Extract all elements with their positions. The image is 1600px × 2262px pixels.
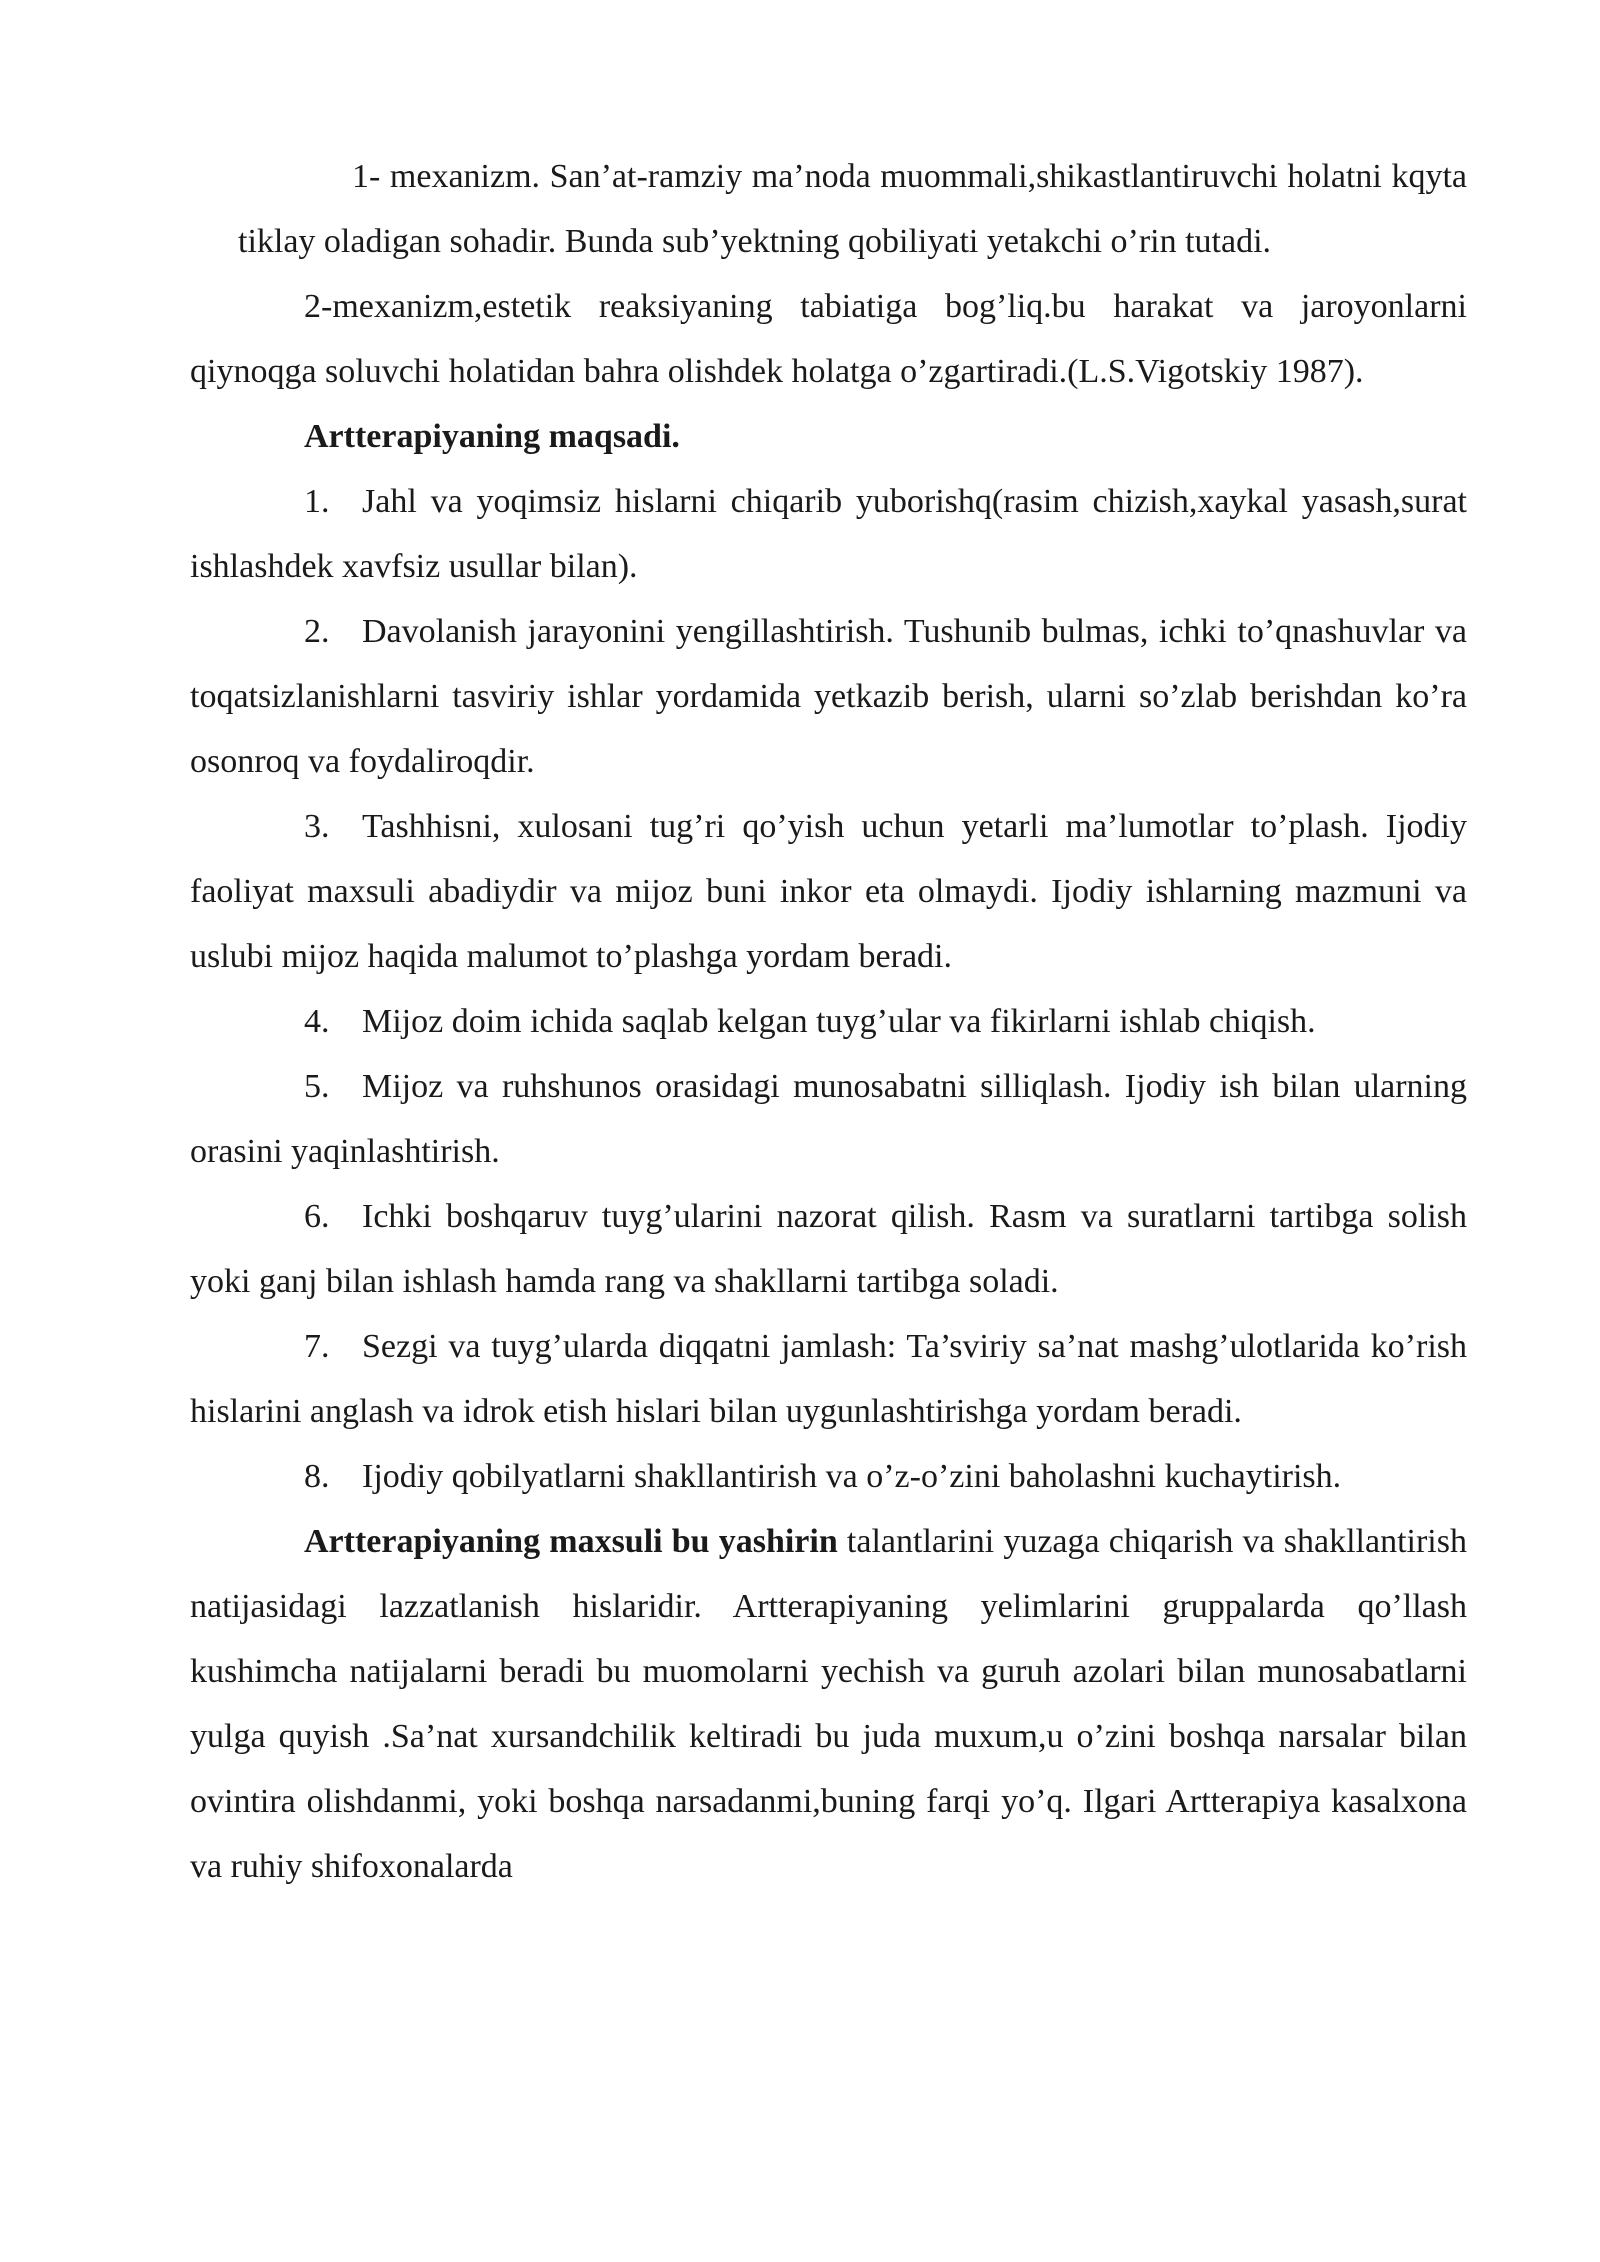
- list-item: [190, 599, 1467, 794]
- closing-paragraph-text: talantlarini yuzaga chiqarish va shakllantirish natijasidagi lazzatlanish hislaridir. Artterapiyaning yelimlarini gruppalarda qo’llash kushimcha natijalarni beradi bu muomolarni yechish va guruh azolari bilan munosabatlarni yulga quyish .Sa’nat xursandchilik keltiradi bu juda muxum,u o’zini boshqa narsalar bilan ovintira olishdanmi, yoki boshqa narsadanmi,buning farqi yo’q. Ilgari Artterapiya kasalxona va ruhiy shifoxonalarda: [190, 1523, 1467, 1885]
- list-item-text: Davolanish jarayonini yengillashtirish. Tushunib bulmas, ichki to’qnashuvlar va toqatsizlanishlarni tasviriy ishlar yordamida yetkazib berish, ularni so’zlab berishdan ko’ra osonroq va foydaliroqdir.: [190, 613, 1467, 780]
- list-item-number: 2.: [304, 613, 330, 650]
- list-item-number: 4.: [304, 1003, 330, 1040]
- closing-paragraph: [190, 1509, 1467, 1899]
- list-item-text: Ijodiy qobilyatlarni shakllantirish va o’z-o’zini baholashni kuchaytirish.: [362, 1458, 1342, 1495]
- list-item-number: 1.: [304, 483, 330, 520]
- list-item-text: Mijoz va ruhshunos orasidagi munosabatni silliqlash. Ijodiy ish bilan ularning orasini yaqinlashtirish.: [190, 1068, 1467, 1170]
- list-item-number: 8.: [304, 1458, 330, 1495]
- list-item-text: Mijoz doim ichida saqlab kelgan tuyg’ular va fikirlarni ishlab chiqish.: [362, 1003, 1316, 1040]
- list-item-text: Tashhisni, xulosani tug’ri qo’yish uchun yetarli ma’lumotlar to’plash. Ijodiy faoliyat maxsuli abadiydir va mijoz buni inkor eta olmaydi. Ijodiy ishlarning mazmuni va uslubi mijoz haqida malumot to’plashga yordam beradi.: [190, 808, 1467, 975]
- list-item-number: 3.: [304, 808, 330, 845]
- section-heading: [190, 404, 1467, 469]
- list-item-number: 5.: [304, 1068, 330, 1105]
- list-item-text: Sezgi va tuyg’ularda diqqatni jamlash: Ta’sviriy sa’nat mashg’ulotlarida ko’rish hislarini anglash va idrok etish hislari bilan uygunlashtirishga yordam beradi.: [190, 1328, 1467, 1430]
- list-item: [190, 1054, 1467, 1184]
- list-item-number: 6.: [304, 1198, 330, 1235]
- list-item: [190, 989, 1467, 1054]
- list-item: [190, 1314, 1467, 1444]
- list-item: [190, 1444, 1467, 1509]
- list-item: [190, 794, 1467, 989]
- mechanism-1-paragraph: 1- mexanizm. San’at-ramziy ma’noda muommali,shikastlantiruvchi holatni kqyta tiklay oladigan sohadir. Bunda sub’yektning qobiliyati yetakchi o’rin tutadi.: [238, 158, 1467, 260]
- list-item: [190, 469, 1467, 599]
- list-item-text: Ichki boshqaruv tuyg’ularini nazorat qilish. Rasm va suratlarni tartibga solish yoki ganj bilan ishlash hamda rang va shakllarni tartibga soladi.: [190, 1198, 1467, 1300]
- mechanism-2-paragraph: 2-mexanizm,estetik reaksiyaning tabiatiga bog’liq.bu harakat va jaroyonlarni qiynoqga soluvchi holatidan bahra olishdek holatga o’zgartiradi.(L.S.Vigotskiy 1987).: [190, 288, 1467, 390]
- list-item-number: 7.: [304, 1328, 330, 1365]
- list-item: [190, 1184, 1467, 1314]
- list-item-text: Jahl va yoqimsiz hislarni chiqarib yuborishq(rasim chizish,xaykal yasash,surat ishlashdek xavfsiz usullar bilan).: [190, 483, 1467, 585]
- section-heading-text: Artterapiyaning maqsadi.: [304, 418, 680, 455]
- document-body: [190, 144, 1467, 1899]
- closing-paragraph-bold: Artterapiyaning maxsuli bu yashirin: [304, 1523, 838, 1560]
